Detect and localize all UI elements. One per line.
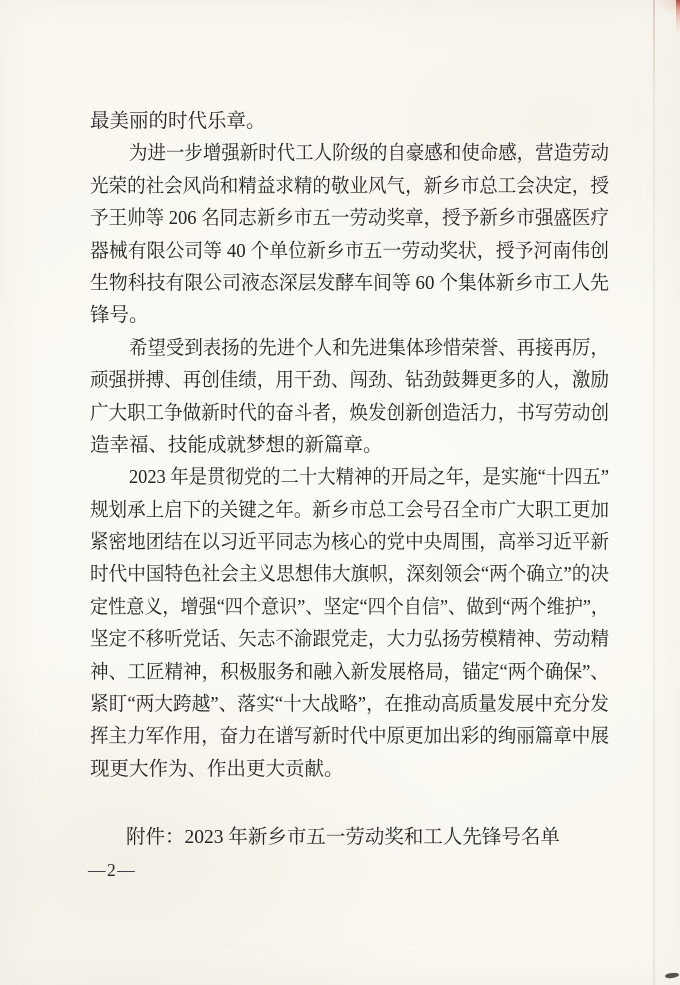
scan-artifact-top-right-blush xyxy=(655,0,677,14)
text-line-content: 为进一步增强新时代工人阶级的自豪感和使命感，营造劳动 xyxy=(129,143,609,165)
text-line xyxy=(90,333,609,365)
attachment-note: 附件：2023 年新乡市五一劳动奖和工人先锋号名单 xyxy=(126,827,560,848)
text-line xyxy=(90,106,609,138)
text-line-content: 予王帅等 206 名同志新乡市五一劳动奖章，授予新乡市强盛医疗 xyxy=(90,208,609,230)
text-line-content: 顽强拼搏、再创佳绩，用干劲、闯劲、钻劲鼓舞更多的人，激励 xyxy=(90,370,609,392)
text-line-content: 时代中国特色社会主义思想伟大旗帜，深刻领会“两个确立”的决 xyxy=(90,564,610,586)
text-line-content: 现更大作为、作出更大贡献。 xyxy=(90,758,344,780)
text-line xyxy=(90,365,609,397)
text-line-content: 器械有限公司等 40 个单位新乡市五一劳动奖状，授予河南伟创 xyxy=(90,240,609,262)
text-line-content: 规划承上启下的关键之年。新乡市总工会号召全市广大职工更加 xyxy=(90,499,609,521)
text-line-content: 造幸福、技能成就梦想的新篇章。 xyxy=(90,434,383,456)
text-line xyxy=(90,430,609,462)
text-line xyxy=(90,592,609,624)
text-line xyxy=(90,624,609,656)
text-line-content: 最美丽的时代乐章。 xyxy=(90,111,266,132)
text-line-content: 光荣的社会风尚和精益求精的敬业风气，新乡市总工会决定，授 xyxy=(90,175,609,197)
text-line-content: 生物科技有限公司液态深层发酵车间等 60 个集体新乡市工人先 xyxy=(90,272,609,294)
text-line xyxy=(90,203,609,235)
text-line xyxy=(90,657,609,689)
text-line-content: 紧密地团结在以习近平同志为核心的党中央周围，高举习近平新 xyxy=(90,532,609,554)
text-line-content: 2023 年是贯彻党的二十大精神的开局之年，是实施“十四五” xyxy=(129,467,610,489)
scan-artifact-top-right-mark xyxy=(676,0,680,32)
text-line-content: 紧盯“两大跨越”、落实“十大战略”，在推动高质量发展中充分发 xyxy=(90,694,609,716)
text-line xyxy=(90,268,609,300)
text-line xyxy=(90,138,609,170)
text-line-content: 希望受到表扬的先进个人和先进集体珍惜荣誉、再接再厉， xyxy=(129,337,609,359)
text-line-content: 广大职工争做新时代的奋斗者，焕发创新创造活力，书写劳动创 xyxy=(90,402,609,424)
document-body xyxy=(90,106,609,786)
text-line xyxy=(90,462,609,494)
text-line-content: 神、工匠精神，积极服务和融入新发展格局，锚定“两个确保”、 xyxy=(90,661,610,683)
text-line xyxy=(90,754,609,786)
text-line-content: 定性意义，增强“四个意识”、坚定“四个自信”、做到“两个维护”， xyxy=(90,596,609,618)
scan-artifact-bottom-right-mark xyxy=(665,972,680,979)
text-line xyxy=(90,559,609,591)
text-line xyxy=(90,721,609,753)
text-line xyxy=(90,495,609,527)
text-line-content: 挥主力军作用，奋力在谱写新时代中原更加出彩的绚丽篇章中展 xyxy=(90,726,609,748)
page-number: —2— xyxy=(88,860,137,880)
text-line xyxy=(90,171,609,203)
text-line xyxy=(90,300,609,332)
text-line-content: 锋号。 xyxy=(90,305,149,327)
text-line xyxy=(90,236,609,268)
text-line xyxy=(90,398,609,430)
text-line xyxy=(90,527,609,559)
scan-page-edge-line xyxy=(653,0,655,985)
text-line-content: 坚定不移听党话、矢志不渝跟党走，大力弘扬劳模精神、劳动精 xyxy=(90,629,609,651)
text-line xyxy=(90,689,609,721)
